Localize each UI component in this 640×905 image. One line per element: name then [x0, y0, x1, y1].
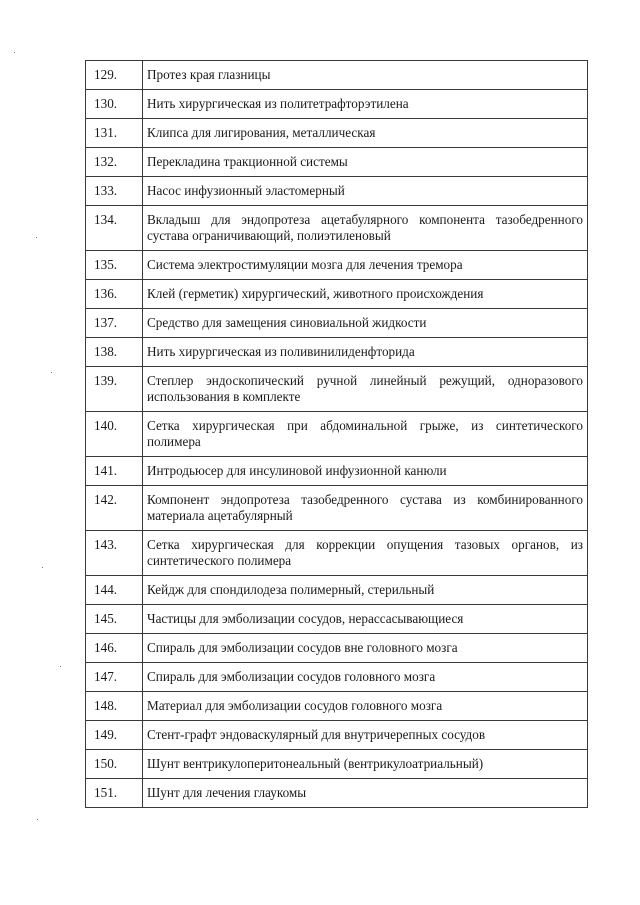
table-row: [86, 531, 588, 576]
row-number: 129.: [86, 61, 143, 90]
table-row: [86, 119, 588, 148]
row-number: 145.: [86, 605, 143, 634]
row-number: 149.: [86, 721, 143, 750]
table-body: [86, 61, 588, 808]
row-number: 130.: [86, 90, 143, 119]
table-row: [86, 367, 588, 412]
table-row: [86, 457, 588, 486]
table-row: [86, 779, 588, 808]
row-number: 139.: [86, 367, 143, 412]
device-name: Кейдж для спондилодеза полимерный, стерильный: [143, 576, 588, 605]
row-number: 133.: [86, 177, 143, 206]
row-number: 150.: [86, 750, 143, 779]
table-row: [86, 148, 588, 177]
row-number: 148.: [86, 692, 143, 721]
device-name: Средство для замещения синовиальной жидкости: [143, 309, 588, 338]
table-row: [86, 750, 588, 779]
row-number: 132.: [86, 148, 143, 177]
table-row: [86, 177, 588, 206]
device-name: Нить хирургическая из политетрафторэтилена: [143, 90, 588, 119]
medical-devices-table: [85, 60, 588, 808]
scan-speck: [60, 666, 61, 667]
device-name: Сетка хирургическая для коррекции опущения тазовых органов, из синтетического полимера: [143, 531, 588, 576]
device-name: Шунт вентрикулоперитонеальный (вентрикулоатриальный): [143, 750, 588, 779]
row-number: 135.: [86, 251, 143, 280]
table-row: [86, 251, 588, 280]
row-number: 151.: [86, 779, 143, 808]
device-name: Интродьюсер для инсулиновой инфузионной канюли: [143, 457, 588, 486]
table-row: [86, 634, 588, 663]
scan-speck: [37, 819, 38, 820]
table-row: [86, 280, 588, 309]
table-row: [86, 721, 588, 750]
device-name: Спираль для эмболизации сосудов головного мозга: [143, 663, 588, 692]
table-row: [86, 663, 588, 692]
table-row: [86, 90, 588, 119]
device-name: Сетка хирургическая при абдоминальной грыже, из синтетического полимера: [143, 412, 588, 457]
row-number: 146.: [86, 634, 143, 663]
device-name: Система электростимуляции мозга для лечения тремора: [143, 251, 588, 280]
table-row: [86, 309, 588, 338]
device-name: Шунт для лечения глаукомы: [143, 779, 588, 808]
device-name: Нить хирургическая из поливинилиденфторида: [143, 338, 588, 367]
scan-speck: [42, 567, 43, 568]
device-name: Перекладина тракционной системы: [143, 148, 588, 177]
table-row: [86, 338, 588, 367]
device-name: Спираль для эмболизации сосудов вне головного мозга: [143, 634, 588, 663]
device-name: Компонент эндопротеза тазобедренного сустава из комбинированного материала ацетабулярный: [143, 486, 588, 531]
device-name: Протез края глазницы: [143, 61, 588, 90]
device-name: Клей (герметик) хирургический, животного происхождения: [143, 280, 588, 309]
device-name: Насос инфузионный эластомерный: [143, 177, 588, 206]
device-name: Степлер эндоскопический ручной линейный режущий, одноразового использования в комплекте: [143, 367, 588, 412]
row-number: 140.: [86, 412, 143, 457]
row-number: 134.: [86, 206, 143, 251]
row-number: 142.: [86, 486, 143, 531]
device-name: Вкладыш для эндопротеза ацетабулярного компонента тазобедренного сустава ограничивающий, полиэтиленовый: [143, 206, 588, 251]
row-number: 143.: [86, 531, 143, 576]
table-row: [86, 486, 588, 531]
table-row: [86, 576, 588, 605]
device-name: Материал для эмболизации сосудов головного мозга: [143, 692, 588, 721]
table-row: [86, 605, 588, 634]
scan-speck: [51, 372, 52, 373]
device-name: Частицы для эмболизации сосудов, нерассасывающиеся: [143, 605, 588, 634]
table-row: [86, 61, 588, 90]
row-number: 137.: [86, 309, 143, 338]
device-name: Клипса для лигирования, металлическая: [143, 119, 588, 148]
row-number: 136.: [86, 280, 143, 309]
row-number: 141.: [86, 457, 143, 486]
scan-speck: [36, 237, 37, 238]
row-number: 144.: [86, 576, 143, 605]
scan-speck: [14, 52, 15, 53]
device-name: Стент-графт эндоваскулярный для внутричерепных сосудов: [143, 721, 588, 750]
row-number: 138.: [86, 338, 143, 367]
row-number: 147.: [86, 663, 143, 692]
row-number: 131.: [86, 119, 143, 148]
table-row: [86, 206, 588, 251]
table-row: [86, 412, 588, 457]
table-row: [86, 692, 588, 721]
